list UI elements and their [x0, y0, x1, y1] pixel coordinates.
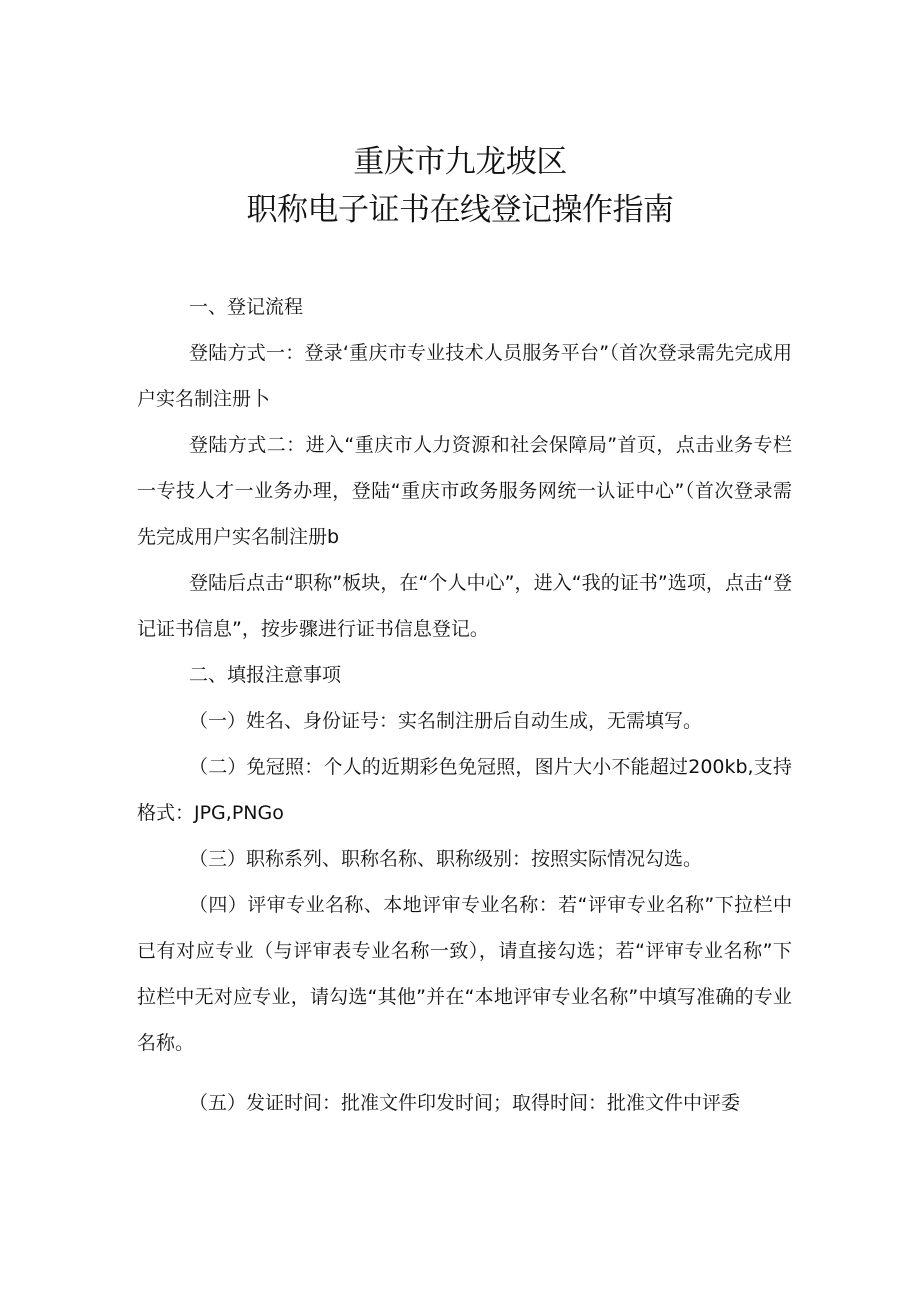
document-title-line1: 重庆市九龙坡区 [353, 144, 567, 180]
document-body [137, 284, 792, 1126]
note-item-2: （二）免冠照：个人的近期彩色免冠照，图片大小不能超过200kb,支持格式：JPG,PNGo [137, 756, 792, 824]
after-login-paragraph: 登陆后点击“职称”板块，在“个人中心”，进入“我的证书”选项，点击“登记证书信息”，按步骤进行证书信息登记。 [137, 572, 792, 640]
note-item-5: （五）发证时间：批准文件印发时间；取得时间：批准文件中评委 [189, 1092, 741, 1114]
note-item-1: （一）姓名、身份证号：实名制注册后自动生成，无需填写。 [189, 710, 703, 732]
document-title-line2: 职称电子证书在线登记操作指南 [246, 192, 674, 228]
login-method-2-paragraph: 登陆方式二：进入“重庆市人力资源和社会保障局”首页，点击业务专栏一专技人才一业务办理，登陆“重庆市政务服务网统一认证中心”（首次登录需先完成用户实名制注册b [137, 434, 792, 548]
login-method-1-paragraph: 登陆方式一：登录‘重庆市专业技术人员服务平台”（首次登录需先完成用户实名制注册卜 [137, 342, 792, 410]
section1-heading: 一、登记流程 [189, 296, 304, 318]
note-item-3: （三）职称系列、职称名称、职称级别：按照实际情况勾选。 [189, 848, 703, 870]
section2-heading: 二、填报注意事项 [189, 664, 342, 686]
note-item-4: （四）评审专业名称、本地评审专业名称：若“评审专业名称”下拉栏中已有对应专业（与评审表专业名称一致），请直接勾选；若“评审专业名称”下拉栏中无对应专业，请勾选“其他”并在“本地评审专业名称”中填写准确的专业名称。 [137, 894, 792, 1054]
